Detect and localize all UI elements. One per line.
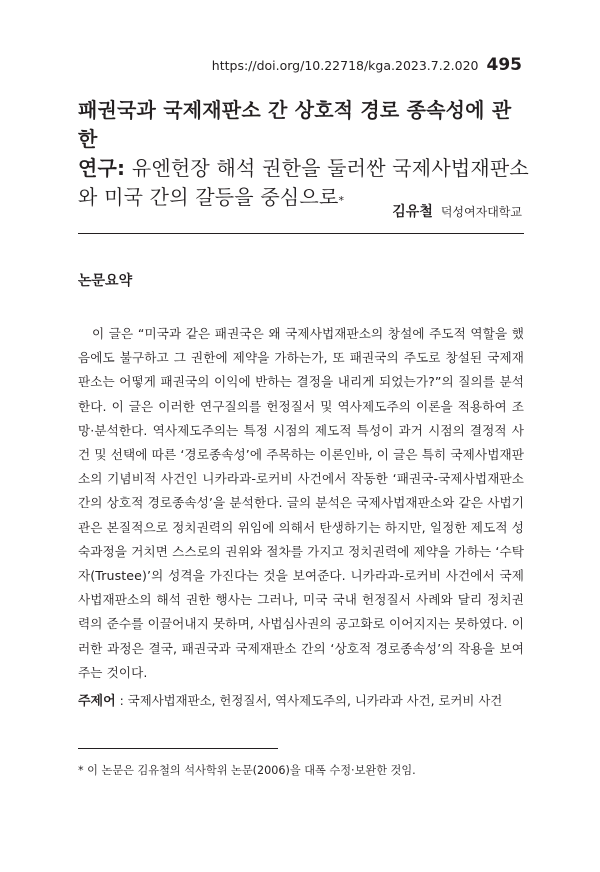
title-footnote-marker: * <box>338 194 345 207</box>
footnote-divider <box>78 748 278 749</box>
abstract-body: 이 글은 “미국과 같은 패권국은 왜 국제사법재판소의 창설에 주도적 역할을 했음에도 불구하고 그 권한에 제약을 가하는가, 또 패권국의 주도로 창설된 국제재판소는 어떻게 패권국의 이익에 반하는 결정을 내리게 되었는가?”의 질의를 분석한다. 이 글은 이러한 연구질의를 헌정질서 및 역사제도주의 이론을 적용하여 조망·분석한다. 역사제도주의는 특정 시점의 제도적 특성이 과거 시점의 결정적 사건 및 선택에 따른 ‘경로종속성’에 주목하는 이론인바, 이 글은 특히 국제사법재판소의 기념비적 사건인 니카라과-로커비 사건에서 작동한 ‘패권국-국제사법재판소 간의 상호적 경로종속성’을 분석한다. 글의 분석은 국제사법재판소와 같은 사법기관은 본질적으로 정치권력의 위임에 의해서 탄생하기는 하지만, 일정한 제도적 성숙과정을 거치면 스스로의 권위와 절차를 가지고 정치권력에 제약을 가하는 ‘수탁자(Trustee)’의 성격을 가진다는 것을 보여준다. 니카라과-로커비 사건에서 국제사법재판소의 해석 권한 행사는 그러나, 미국 국내 헌정질서 사례와 달리 정치권력의 준수를 이끌어내지 못하며, 사법심사권의 공고화로 이어지지는 못하였다. 이러한 과정은 결국, 패권국과 국제재판소 간의 ‘상호적 경로종속성’의 작용을 보여주는 것이다. <box>78 326 524 680</box>
title-main-line1: 패권국과 국제재판소 간 상호적 경로 종속성에 관한 <box>78 98 512 151</box>
author-name: 김유철 <box>392 204 433 220</box>
page-number: 495 <box>486 55 522 75</box>
keywords-list: 국제사법재판소, 헌정질서, 역사제도주의, 니카라과 사건, 로커비 사건 <box>127 693 503 708</box>
author-block <box>392 201 522 221</box>
footnote: * 이 논문은 김유철의 석사학위 논문(2006)을 대폭 수정·보완한 것임. <box>78 764 416 777</box>
title-main-line2: 연구: <box>78 156 126 180</box>
keywords-separator: : <box>115 693 128 708</box>
doi-link[interactable]: https://doi.org/10.22718/kga.2023.7.2.020 <box>211 58 479 73</box>
keywords-label: 주제어 <box>78 694 116 709</box>
abstract-heading: 논문요약 <box>78 273 133 289</box>
keywords-line <box>78 690 524 709</box>
title-subtitle: 유엔헌장 해석 권한을 둘러싼 국제사법재판소와 미국 간의 갈등을 중심으로 <box>78 156 529 209</box>
paper-title <box>78 96 530 215</box>
page-header <box>212 55 522 75</box>
title-divider <box>78 233 524 234</box>
author-affiliation: 덕성여자대학교 <box>440 205 522 219</box>
